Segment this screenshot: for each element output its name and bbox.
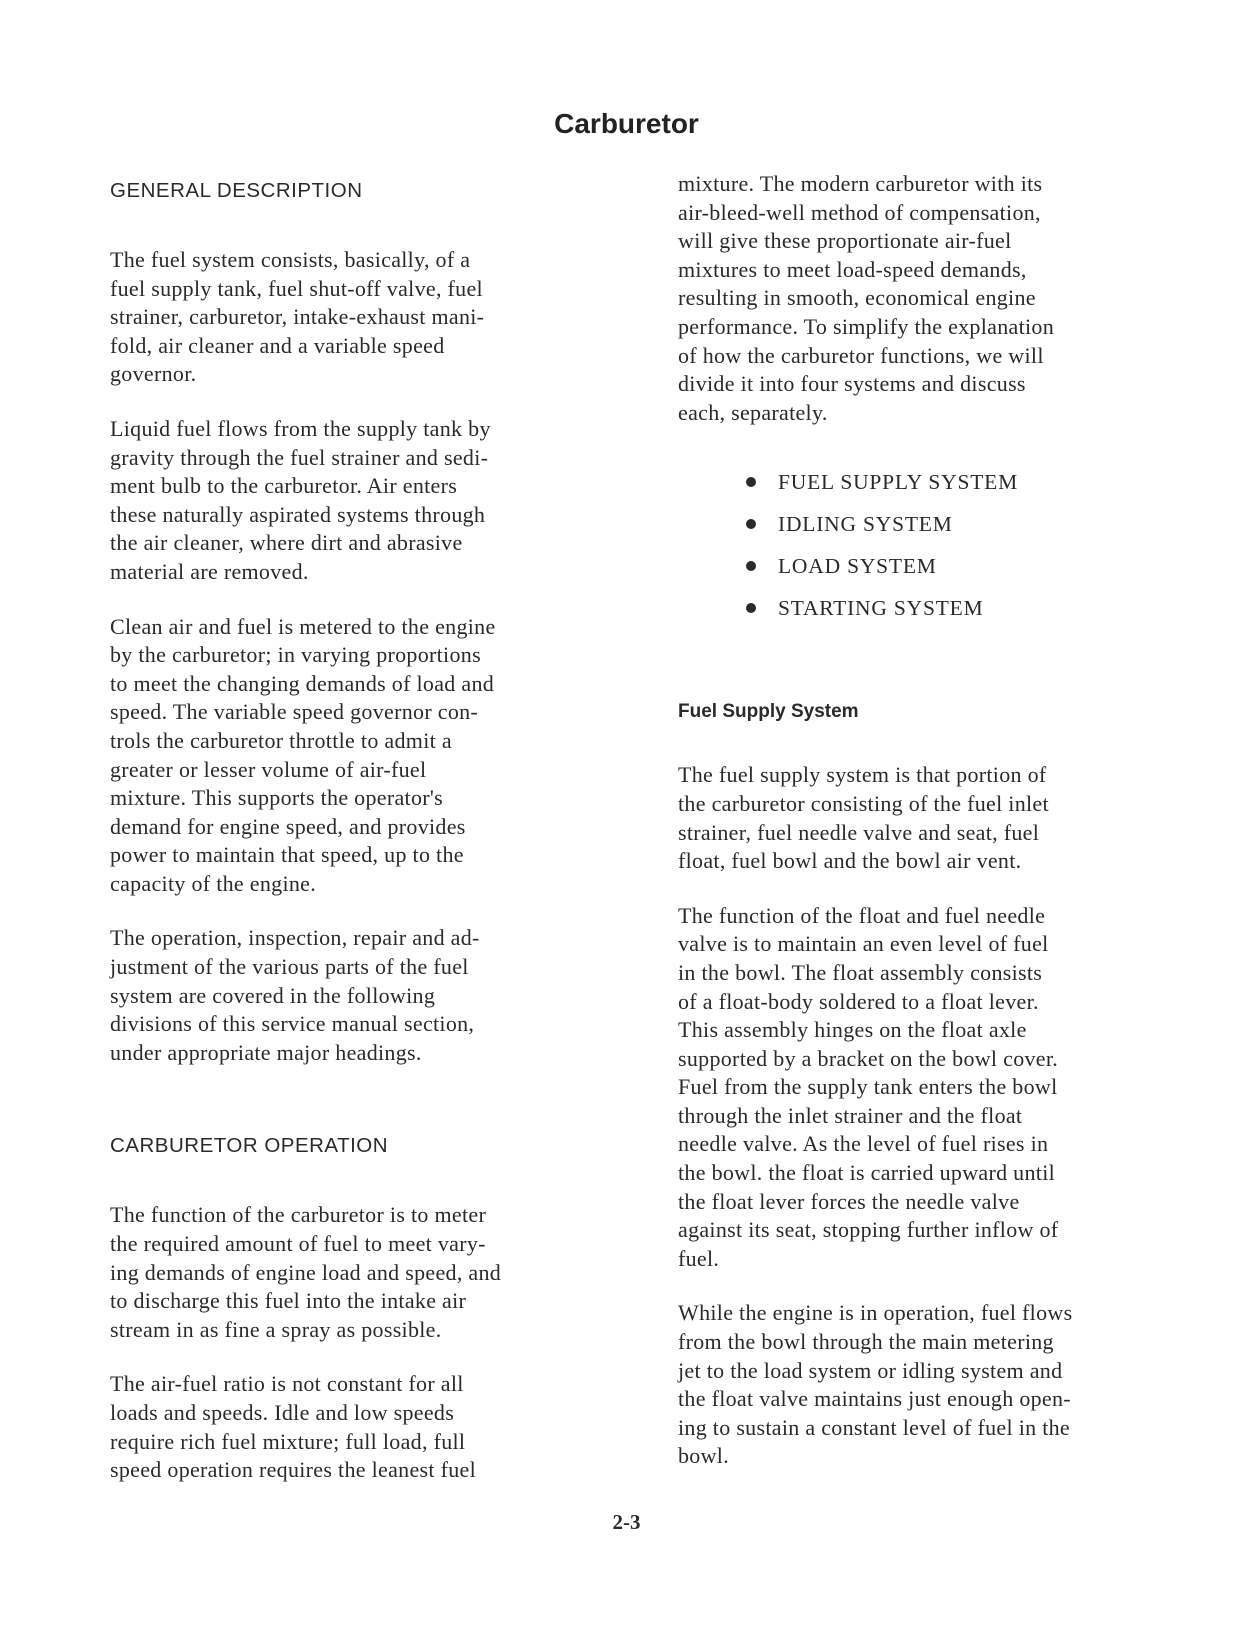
general-paragraph: Liquid fuel flows from the supply tank by gravity through the fuel strainer and sedi- ment bulb to the carburetor. Air enters these naturally aspirated systems through the air cleaner, where dirt and abrasive material are removed. — [110, 415, 491, 584]
page-title: Carburetor — [554, 108, 699, 139]
system-label: IDLING SYSTEM — [778, 512, 953, 537]
general-paragraph: The fuel system consists, basically, of a fuel supply tank, fuel shut-off valve, fuel strainer, carburetor, intake-exhaust mani- fold, air cleaner and a variable speed governor. — [110, 247, 485, 387]
bullet-icon — [746, 477, 756, 487]
system-label: LOAD SYSTEM — [778, 554, 937, 579]
right-column — [678, 170, 1183, 1497]
systems-list — [746, 461, 1183, 629]
system-label: FUEL SUPPLY SYSTEM — [778, 470, 1019, 495]
list-item — [746, 587, 1183, 629]
fuel-supply-paragraph: While the engine is in operation, fuel flows from the bowl through the main metering jet to the load system or idling system and the float valve maintains just enough open- ing to sustain a constant level of fuel in the bowl. — [678, 1300, 1073, 1469]
operation-paragraph: The function of the carburetor is to meter the required amount of fuel to meet vary- ing demands of engine load and speed, and to discharge this fuel into the intake air stream in as fine a spray as possible. — [110, 1202, 502, 1342]
page-number: 2-3 — [612, 1510, 641, 1534]
list-item — [746, 461, 1183, 503]
fuel-supply-system-heading: Fuel Supply System — [678, 701, 859, 723]
list-item — [746, 503, 1183, 545]
fuel-supply-paragraph: The function of the float and fuel needle valve is to maintain an even level of fuel in the bowl. The float assembly consists of a float-body soldered to a float lever. This assembly hinges on the float axle supported by a bracket on the bowl cover. Fuel from the supply tank enters the bowl through the inlet strainer and the float needle valve. As the level of fuel rises in the bowl. the float is carried upward until the float lever forces the needle valve against its seat, stopping further inflow of fuel. — [678, 902, 1059, 1271]
list-item — [746, 545, 1183, 587]
bullet-icon — [746, 519, 756, 529]
operation-paragraph: The air-fuel ratio is not constant for all loads and speeds. Idle and low speeds require rich fuel mixture; full load, full speed operation requires the leanest fuel — [110, 1371, 476, 1483]
general-paragraph: Clean air and fuel is metered to the engine by the carburetor; in varying proportions to meet the changing demands of load and speed. The variable speed governor con- trols the carburetor throttle to admit a greater or lesser volume of air-fuel mixture. This supports the operator's demand for engine speed, and provides power to maintain that speed, up to the capacity of the engine. — [110, 613, 496, 896]
system-label: STARTING SYSTEM — [778, 596, 984, 621]
bullet-icon — [746, 603, 756, 613]
general-description-heading: GENERAL DESCRIPTION — [110, 179, 363, 202]
continuation-paragraph: mixture. The modern carburetor with its air-bleed-well method of compensation, will give these proportionate air-fuel mixtures to meet load-speed demands, resulting in smooth, economical engine performance. To simplify the explanation of how the carburetor functions, we will divide it into four systems and discuss each, separately. — [678, 171, 1054, 425]
bullet-icon — [746, 561, 756, 571]
left-column — [110, 178, 610, 1511]
fuel-supply-paragraph: The fuel supply system is that portion of the carburetor consisting of the fuel inlet strainer, fuel needle valve and seat, fuel float, fuel bowl and the bowl air vent. — [678, 762, 1049, 874]
general-paragraph: The operation, inspection, repair and ad- justment of the various parts of the fuel system are covered in the following divisions of this service manual section, under appropriate major headings. — [110, 925, 480, 1065]
carburetor-operation-heading: CARBURETOR OPERATION — [110, 1134, 389, 1158]
